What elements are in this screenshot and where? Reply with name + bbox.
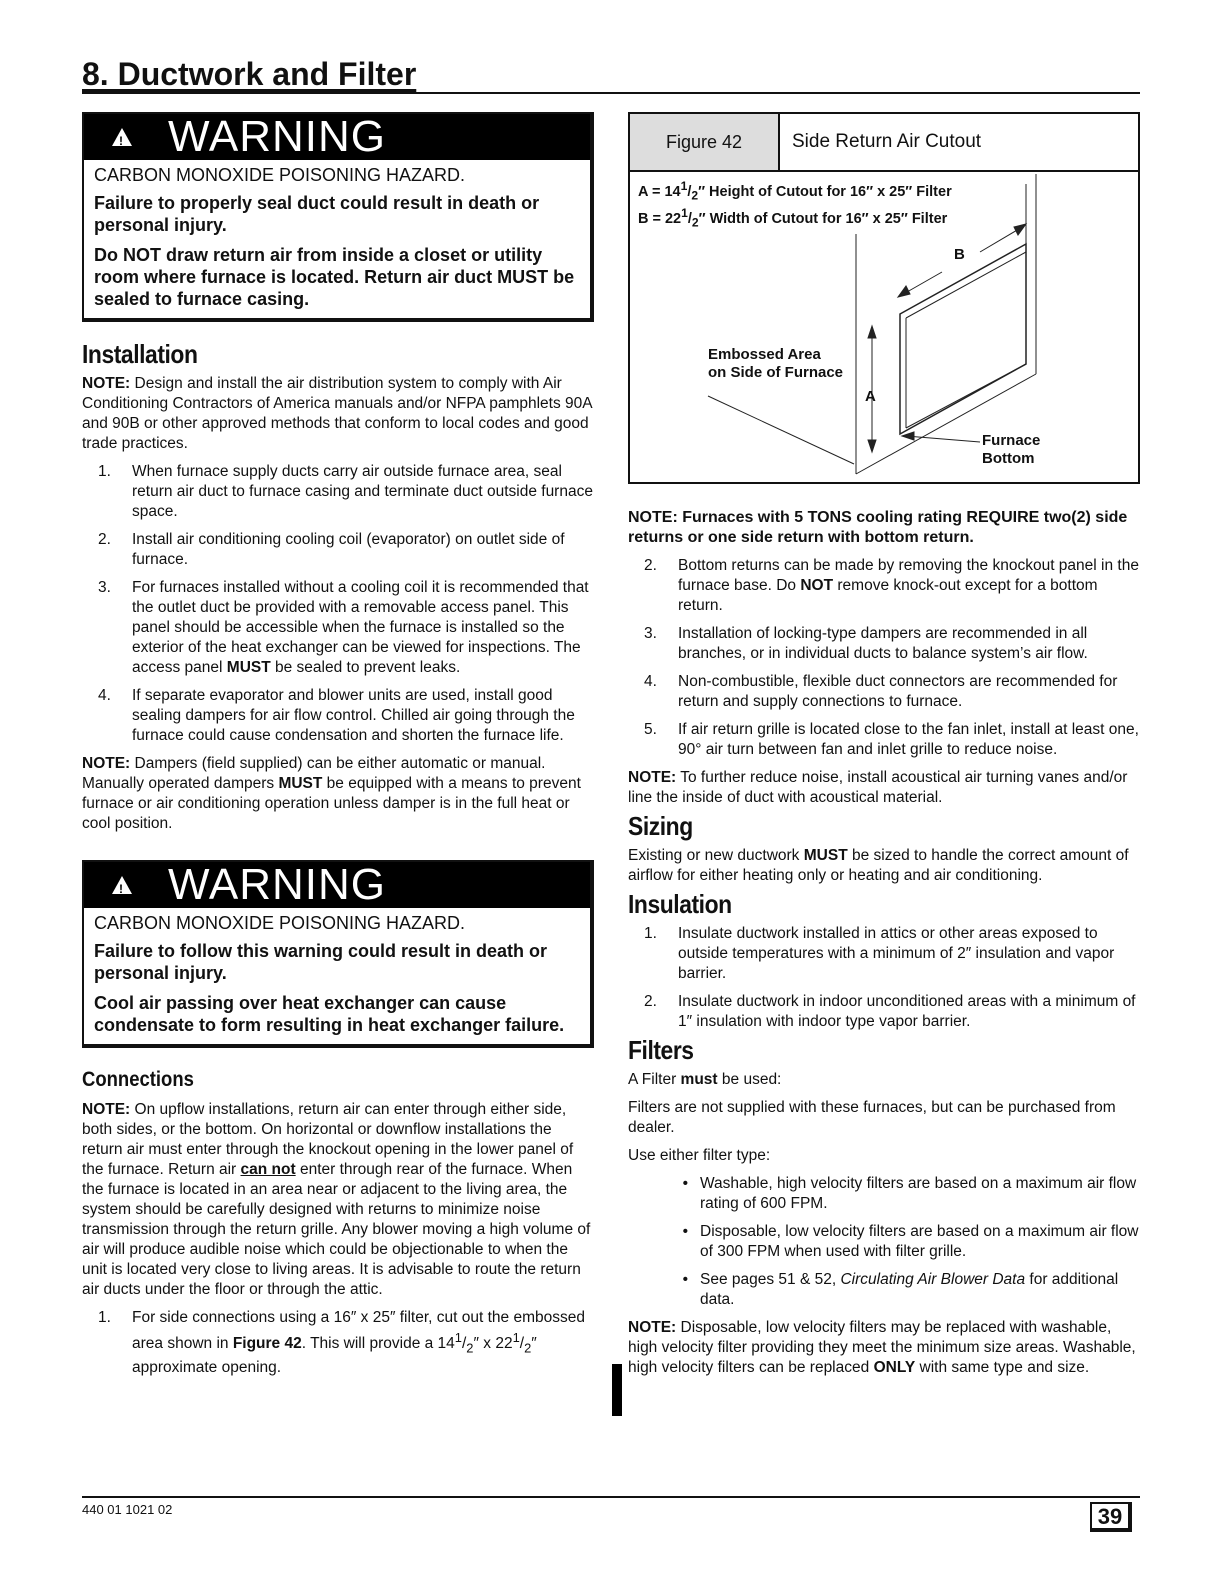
figure-title: Side Return Air Cutout (792, 131, 982, 152)
label-b: B (954, 246, 965, 263)
filters-paragraph: Filters are not supplied with these furnaces, but can be purchased from dealer. (628, 1099, 1116, 1136)
list-item: 1. Insulate ductwork installed in attics or other areas exposed to outside temperatures with a minimum of 2″ insulation and vapor barrier. (644, 925, 1115, 982)
warning-banner (84, 862, 590, 908)
list-item: 5. If air return grille is located close to the fan inlet, install at least one, 90° air turn between fan and inlet grille to reduce noise. (644, 721, 1139, 758)
list-item: 3. Installation of locking-type dampers are recommended in all branches, or in individual ducts to balance system’s air flow. (644, 625, 1088, 662)
note-paragraph: NOTE: Furnaces with 5 TONS cooling rating REQUIRE two(2) side returns or one side return with bottom return. (628, 509, 1128, 546)
list-item: 2. Insulate ductwork in indoor unconditioned areas with a minimum of 1″ insulation with indoor type vapor barrier. (644, 993, 1136, 1030)
figure-number: Figure 42 (630, 114, 780, 172)
list-item: • Washable, high velocity filters are based on a maximum air flow rating of 600 FPM. (682, 1175, 1137, 1212)
list-item: 3. For furnaces installed without a cooling coil it is recommended that the outlet duct be provided with a removable access panel. This panel should be accessible when the furnace is installed so the exterior of the heat exchanger can be viewed for inspections. The access panel MUST be sealed to prevent leaks. (98, 579, 589, 676)
list-item: 2. Install air conditioning cooling coil (evaporator) on outlet side of furnace. (98, 531, 565, 568)
warning-hazard: CARBON MONOXIDE POISONING HAZARD. (94, 165, 466, 185)
label-a: A (865, 388, 876, 405)
warning-box-1 (82, 112, 594, 322)
warning-box-2 (82, 860, 594, 1048)
document-code: 440 01 1021 02 (82, 1502, 173, 1517)
list-item: 1. For side connections using a 16″ x 25″ filter, cut out the embossed area shown in Figure 42. This will provide a $14^1/_2''$ x $22^1/_2''$ approximate opening. (98, 1309, 585, 1377)
connections-list (82, 1308, 594, 1378)
list-item: • Disposable, low velocity filters are based on a maximum air flow of 300 FPM when used with filter grille. (682, 1223, 1139, 1260)
section-heading-filters: Filters (628, 1035, 694, 1065)
warning-banner (84, 114, 590, 160)
section-heading-insulation: Insulation (628, 889, 732, 919)
warning-triangle-icon (112, 876, 132, 894)
insulation-list (628, 924, 1140, 1032)
figure-42 (628, 112, 1140, 484)
label-embossed: Embossed Area on Side of Furnace (708, 346, 844, 381)
page-title: 8. Ductwork and Filter (82, 56, 417, 92)
revision-change-bar (612, 1364, 622, 1416)
filter-types-list (628, 1174, 1140, 1310)
installation-list (82, 462, 594, 746)
note-paragraph: NOTE: To further reduce noise, install acoustical air turning vanes and/or line the inside of duct with acoustical material. (628, 769, 1128, 806)
sizing-paragraph: Existing or new ductwork MUST be sized to handle the correct amount of airflow for either heating only or heating and air conditioning. (628, 847, 1129, 884)
list-item: 2. Bottom returns can be made by removing the knockout panel in the furnace base. Do NOT remove knock-out except for a bottom return. (644, 557, 1139, 614)
connections-list-continued (628, 556, 1140, 760)
note-paragraph: NOTE: Disposable, low velocity filters may be replaced with washable, high velocity filter providing they meet the minimum size areas. Washable, high velocity filters can be replaced ONLY with same type and size. (628, 1319, 1136, 1376)
warning-line: Cool air passing over heat exchanger can cause condensate to form resulting in heat exchanger failure. (94, 993, 565, 1035)
list-item: 1. When furnace supply ducts carry air outside furnace area, seal return air duct to furnace casing and terminate duct outside furnace space. (98, 463, 593, 520)
warning-line: Do NOT draw return air from inside a closet or utility room where furnace is located. Return air duct MUST be sealed to furnace casing. (94, 245, 575, 309)
list-item: 4. Non-combustible, flexible duct connectors are recommended for return and supply connections to furnace. (644, 673, 1118, 710)
header-rule (82, 92, 1140, 94)
note-paragraph: NOTE: Design and install the air distribution system to comply with Air Conditioning Contractors of America manuals and/or NFPA pamphlets 90A and 90B or other approved methods that conform to local codes and good trade practices. (82, 375, 592, 452)
section-heading-sizing: Sizing (628, 811, 693, 841)
figure-dimensions: $A = 14^1/_2''$ Height of Cutout for 16″ x 25″ Filter $B = 22^1/_2''$ Width of Cutout for 16″ x 25″ Filter (638, 179, 952, 230)
note-paragraph: NOTE: On upflow installations, return air can enter through either side, both sides, or the bottom. On horizontal or downflow installations the return air must enter through the knockout opening in the lower panel of the furnace. Return air can not enter through rear of the furnace. When the furnace is located in an area near or adjacent to the living area, the system should be carefully designed with returns to minimize noise transmission through the return grille. Any blower moving a high volume of air will produce audible noise which could be objectionable to when the unit is located very close to living areas. It is advisable to route the return air ducts under the floor or through the attic. (82, 1101, 591, 1298)
page-number: 39 (1090, 1502, 1132, 1532)
warning-word: WARNING (168, 860, 387, 909)
section-heading-connections: Connections (82, 1068, 194, 1091)
warning-triangle-icon (112, 128, 132, 146)
label-furnace-bottom: Furnace Bottom (982, 432, 1041, 467)
warning-line: Failure to follow this warning could result in death or personal injury. (94, 941, 548, 983)
list-item: • See pages 51 & 52, Circulating Air Blower Data for additional data. (682, 1271, 1119, 1308)
warning-hazard: CARBON MONOXIDE POISONING HAZARD. (94, 913, 466, 933)
warning-line: Failure to properly seal duct could result in death or personal injury. (94, 193, 540, 235)
footer-rule (82, 1496, 1140, 1498)
filters-paragraph: Use either filter type: (628, 1147, 771, 1164)
section-heading-installation: Installation (82, 339, 198, 369)
left-column (82, 112, 594, 1386)
note-paragraph: NOTE: Dampers (field supplied) can be either automatic or manual. Manually operated dampers MUST be equipped with a means to prevent furnace or air conditioning operation unless damper is in the full heat or cool position. (82, 755, 581, 832)
list-item: 4. If separate evaporator and blower units are used, install good sealing dampers for air flow control. Chilled air going through the furnace could cause condensation and shorten the furnace life. (98, 687, 575, 744)
right-column (628, 112, 1140, 1386)
filters-paragraph: A Filter must be used: (628, 1071, 782, 1088)
warning-word: WARNING (168, 112, 387, 161)
cutout-diagram (630, 114, 1138, 482)
